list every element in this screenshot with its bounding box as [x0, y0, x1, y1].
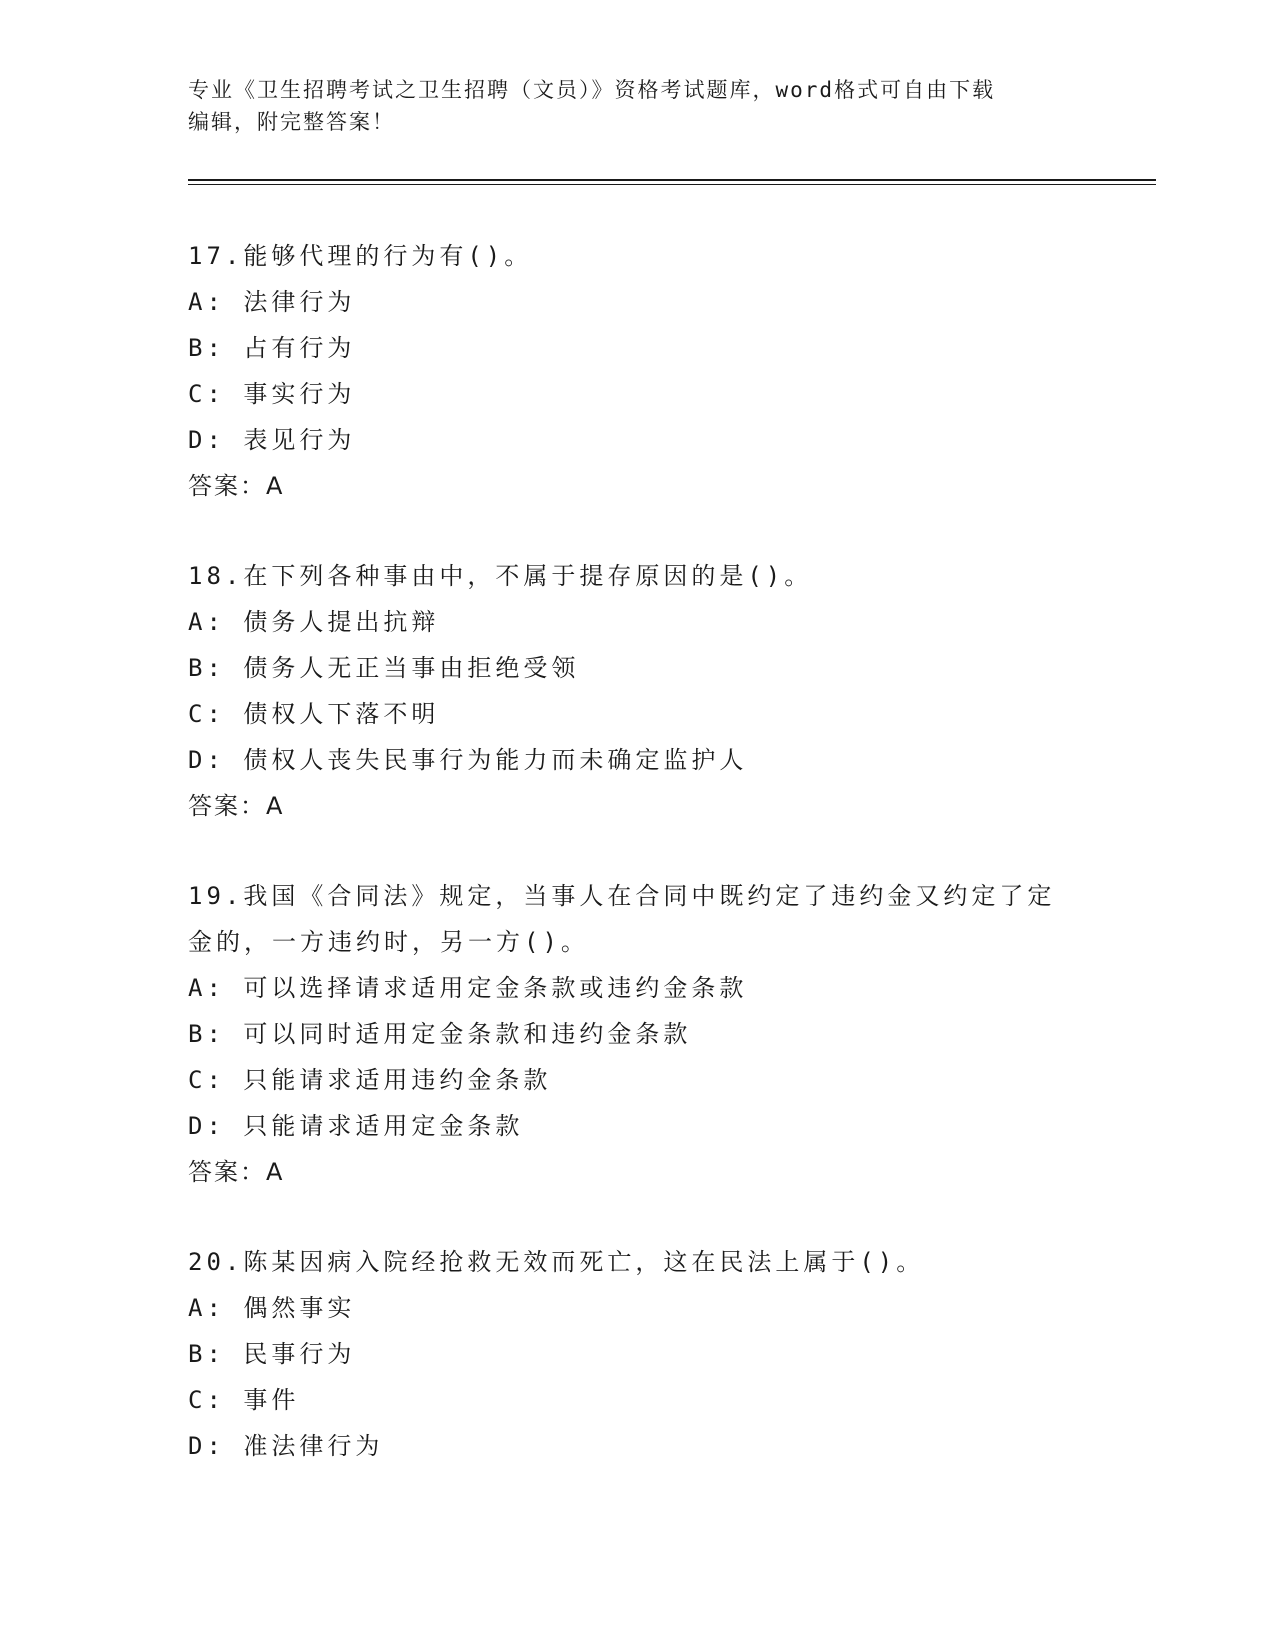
- option-a: A: 偶然事实: [188, 1294, 356, 1322]
- option-d: D: 只能请求适用定金条款: [188, 1112, 524, 1140]
- answer-line: 答案：A: [188, 472, 285, 500]
- question-stem: 18.在下列各种事由中，不属于提存原因的是()。: [188, 562, 813, 590]
- question-stem: 17.能够代理的行为有()。: [188, 242, 533, 270]
- option-c: C: 事件: [188, 1386, 300, 1414]
- document-header: [188, 74, 1088, 138]
- question-20: [188, 1239, 1088, 1469]
- header-line-2: 编辑，附完整答案！: [188, 110, 395, 134]
- option-c: C: 债权人下落不明: [188, 700, 440, 728]
- question-stem-line-1: 19.我国《合同法》规定，当事人在合同中既约定了违约金又约定了定: [188, 882, 1056, 910]
- answer-line: 答案：A: [188, 1158, 285, 1186]
- answer-line: 答案：A: [188, 792, 285, 820]
- option-d: D: 准法律行为: [188, 1432, 384, 1460]
- header-divider-top: [188, 179, 1156, 181]
- option-b: B: 占有行为: [188, 334, 356, 362]
- option-b: B: 民事行为: [188, 1340, 356, 1368]
- option-d: D: 表见行为: [188, 426, 356, 454]
- option-c: C: 只能请求适用违约金条款: [188, 1066, 552, 1094]
- option-a: A: 债务人提出抗辩: [188, 608, 440, 636]
- header-line-1: 专业《卫生招聘考试之卫生招聘（文员）》资格考试题库，word格式可自由下载: [188, 78, 996, 102]
- question-19: [188, 873, 1088, 1195]
- option-d: D: 债权人丧失民事行为能力而未确定监护人: [188, 746, 748, 774]
- question-17: [188, 233, 1088, 509]
- question-stem: 20.陈某因病入院经抢救无效而死亡，这在民法上属于()。: [188, 1248, 925, 1276]
- question-18: [188, 553, 1088, 829]
- option-c: C: 事实行为: [188, 380, 356, 408]
- question-stem-line-2: 金的，一方违约时，另一方()。: [188, 928, 589, 956]
- option-a: A: 可以选择请求适用定金条款或违约金条款: [188, 974, 748, 1002]
- header-divider-bottom: [188, 184, 1156, 185]
- option-a: A: 法律行为: [188, 288, 356, 316]
- option-b: B: 债务人无正当事由拒绝受领: [188, 654, 580, 682]
- option-b: B: 可以同时适用定金条款和违约金条款: [188, 1020, 692, 1048]
